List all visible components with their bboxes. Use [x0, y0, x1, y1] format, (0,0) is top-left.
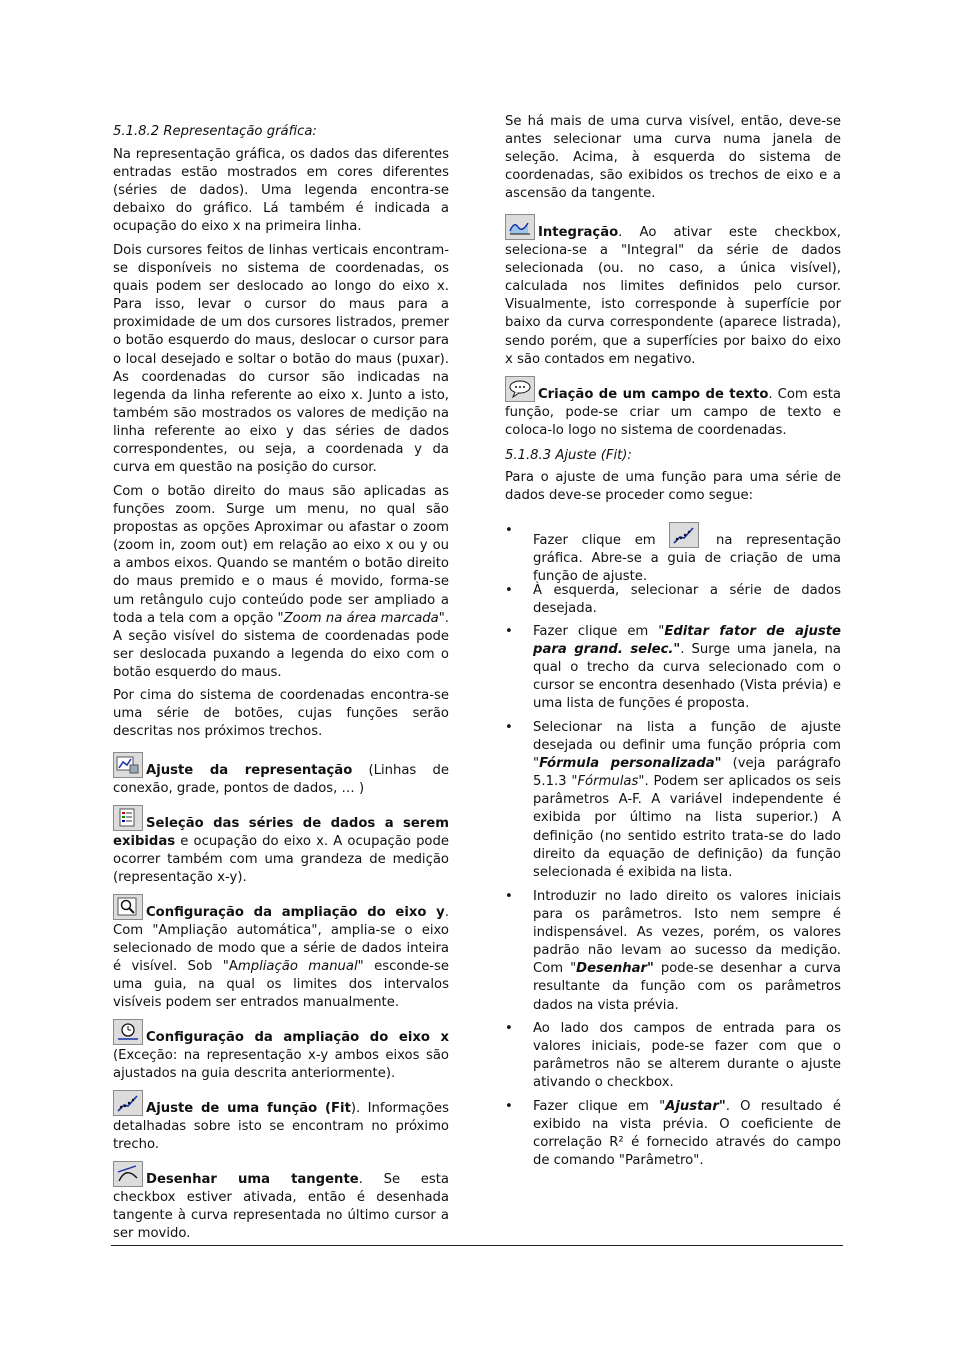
item-text: . Se esta checkbox estiver ativada, então é desenhada tangente à curva representada no último cursor a ser movido. [113, 1172, 450, 1242]
bullet: • [505, 1099, 513, 1114]
integration-icon [505, 214, 535, 240]
item-text: . Ao ativar este checkbox, seleciona-se a "Integral" da série de dados selecionada (ou. no caso, a única visível), calculada nos limites definidos pelo cursor. Visualmente, isto corresponde à superfície por baixo da curva correspondente (aparece listrada), sendo porém, que a superfícies por baixo do eixo x são contados em negativo. [505, 225, 841, 367]
function-fit-icon [669, 522, 699, 548]
list-item-text [533, 522, 841, 586]
list-item-text [533, 1098, 841, 1170]
text-field-icon [505, 376, 535, 402]
item-title: Configuração da ampliação do eixo x [146, 1030, 449, 1045]
item-text: . Com esta função, pode-se criar um campo de texto e coloca-lo logo no sistema de coordenadas. [505, 387, 841, 439]
emphasis: Editar fator de ajuste para grand. selec." [533, 624, 841, 658]
toolbar-item-text-field [505, 376, 841, 440]
paragraph: Dois cursores feitos de linhas verticais encontram-se disponíveis no sistema de coordenadas, os quais podem ser deslocado ao longo do eixo x. Para isso, levar o cursor do maus para a proximidade de um dos cursores listrados, premer o botão esquerdo do maus, deslocar o cursor para o local desejado e soltar o botão do maus (puxar). As coordenadas do cursor são indicadas na legenda da linha referente ao eixo x. Junto a isto, também são mostrados os valores de medição na linha referente ao eixo y das séries de dados correspondentes, ou seja, a coordenada y da curva em questão na posição do cursor. [113, 243, 449, 476]
list-item-text: À esquerda, selecionar a série de dados desejada. [533, 583, 841, 617]
tangent-icon [113, 1161, 143, 1187]
paragraph: Se há mais de uma curva visível, então, deve-se antes selecionar uma curva numa janela de seleção. Acima, à esquerda do sistema de coordenadas, são exibidos os trechos de eixo e a ascensão da tangente. [505, 114, 841, 202]
emphasis: Desenhar" [576, 961, 654, 977]
toolbar-item-y-axis-zoom [113, 894, 449, 1013]
footer-divider [111, 1245, 843, 1246]
paragraph: Por cima do sistema de coordenadas encontra-se uma série de botões, cujas funções serão descritas nos próximos trechos. [113, 688, 449, 740]
function-fit-icon [113, 1090, 143, 1116]
toolbar-item-display-settings [113, 752, 449, 798]
item-title: Seleção das séries de dados a serem exibidas [113, 816, 449, 850]
item-text: (Exceção: na representação x-y ambos eixos são ajustados na guia descrita anteriormente). [113, 1048, 449, 1082]
item-title: Integração [538, 225, 619, 240]
text: Fazer clique em " [533, 624, 665, 639]
text: Ajuste de uma função ( [146, 1101, 332, 1116]
text: Selecionar na lista a função de ajuste desejada ou definir uma função própria com " [533, 720, 841, 772]
emphasis: Zoom na área marcada [283, 610, 439, 626]
item-title: Configuração da ampliação do eixo y [146, 905, 445, 920]
toolbar-item-series-selection [113, 805, 449, 887]
paragraph [113, 483, 449, 682]
list-item-text [533, 623, 841, 713]
text: Fit [331, 1101, 351, 1116]
item-title: Criação de um campo de texto [538, 387, 769, 402]
bullet: • [505, 1021, 513, 1036]
list-item [505, 623, 841, 713]
item-title [146, 1101, 351, 1116]
list-item [505, 719, 841, 882]
section-heading-5-1-8-3: 5.1.8.3 Ajuste (Fit): [505, 448, 632, 463]
text: (veja parágrafo 5.1.3 " [533, 756, 841, 790]
text: Introduzir no lado direito os valores iniciais para os parâmetros. Isto nem sempre é indispensável. As vezes, porém, os valores padrão não levam ao sucesso da medição. Com " [533, 889, 841, 977]
toolbar-item-tangent [113, 1161, 449, 1243]
list-item [505, 582, 841, 618]
emphasis: Fórmulas [577, 774, 639, 790]
text: ". A seção visível do sistema de coordenadas pode ser deslocada puxando a legenda do eixo com o botão esquerdo do maus. [113, 610, 449, 680]
item-title: Desenhar uma tangente [146, 1172, 359, 1187]
item-title: Ajuste da representação [146, 763, 353, 778]
series-selection-icon [113, 805, 143, 831]
toolbar-item-x-axis-zoom [113, 1019, 449, 1083]
text: . O resultado é exibido na vista prévia. O coeficiente de correlação R² é fornecido através do campo de comando "Parâmetro". [533, 1099, 842, 1169]
bullet: • [505, 720, 513, 735]
text: Fazer clique em [533, 533, 670, 548]
list-item [505, 1020, 841, 1092]
list-item [505, 888, 841, 1015]
section-heading-5-1-8-2: 5.1.8.2 Representação gráfica: [113, 124, 317, 139]
y-axis-zoom-icon [113, 894, 143, 920]
item-text: (Linhas de conexão, grade, pontos de dados, … ) [113, 763, 449, 797]
toolbar-item-function-fit [113, 1090, 449, 1154]
text: pode-se desenhar a curva resultante da função com os parâmetros dados na vista prévia. [533, 961, 841, 1013]
text: Com o botão direito do maus são aplicadas as funções zoom. Surge um menu, no qual são propostas as opções Aproximar ou afastar o zoom (zoom in, zoom out) em relação ao eixo x ou y ou a ambos eixos. Quando se mantém o botão direito do maus premido e o maus é movido, forma-se um retângulo cujo conteúdo pode ser ampliado a toda a tela com a opção " [113, 484, 449, 626]
paragraph: Na representação gráfica, os dados das diferentes entradas estão mostrados em cores diferentes (séries de dados). Uma legenda encontra-se debaixo do gráfico. Lá também é indicada a ocupação do eixo x na primeira linha. [113, 147, 449, 235]
text: . Surge uma janela, na qual o trecho da curva selecionado com o cursor se encontra desenhado (Vista prévia) e uma lista de funções é proposta. [533, 642, 841, 712]
bullet: • [505, 624, 513, 639]
bullet: • [505, 523, 513, 538]
bullet: • [505, 583, 513, 598]
item-text: esconde-se uma guia, na qual os limites dos intervalos visíveis podem ser entrados manualmente. [113, 959, 449, 1011]
list-item [505, 1098, 841, 1170]
paragraph: Para o ajuste de uma função para uma série de dados deve-se proceder como segue: [505, 470, 841, 504]
list-item [505, 522, 841, 586]
text: na representação gráfica. Abre-se a guia de criação de uma função de ajuste. [533, 533, 841, 585]
display-settings-icon [113, 752, 143, 778]
text: Fazer clique em " [533, 1099, 666, 1114]
toolbar-item-integration [505, 214, 841, 369]
emphasis: Ajustar" [665, 1099, 726, 1114]
bullet: • [505, 889, 513, 904]
x-axis-zoom-icon [113, 1019, 143, 1045]
list-item-text: Ao lado dos campos de entrada para os valores iniciais, pode-se fazer com que o parâmetros não se alterem durante o ajuste ativando o checkbox. [533, 1021, 841, 1091]
emphasis: mpliação manual" [237, 959, 364, 975]
emphasis: Fórmula personalizada" [539, 756, 722, 772]
text: ". Podem ser aplicados os seis parâmetros A-F. A variável independente é exibida por último na lista superior.) A definição (no sentido estrito trata-se do lado direito da equação de definição) da função selecionada é exibida na lista. [533, 774, 842, 880]
list-item-text [533, 888, 841, 1015]
item-text: . Com "Ampliação automática", amplia-se o eixo selecionado de modo que a série de dados inteira é visível. Sob "A [113, 905, 449, 975]
item-text: ). Informações detalhadas sobre isto se encontram no próximo trecho. [113, 1101, 449, 1153]
list-item-text [533, 719, 841, 882]
item-text: e ocupação do eixo x. A ocupação pode ocorrer também com uma grandeza de medição (representação x-y). [113, 834, 449, 886]
